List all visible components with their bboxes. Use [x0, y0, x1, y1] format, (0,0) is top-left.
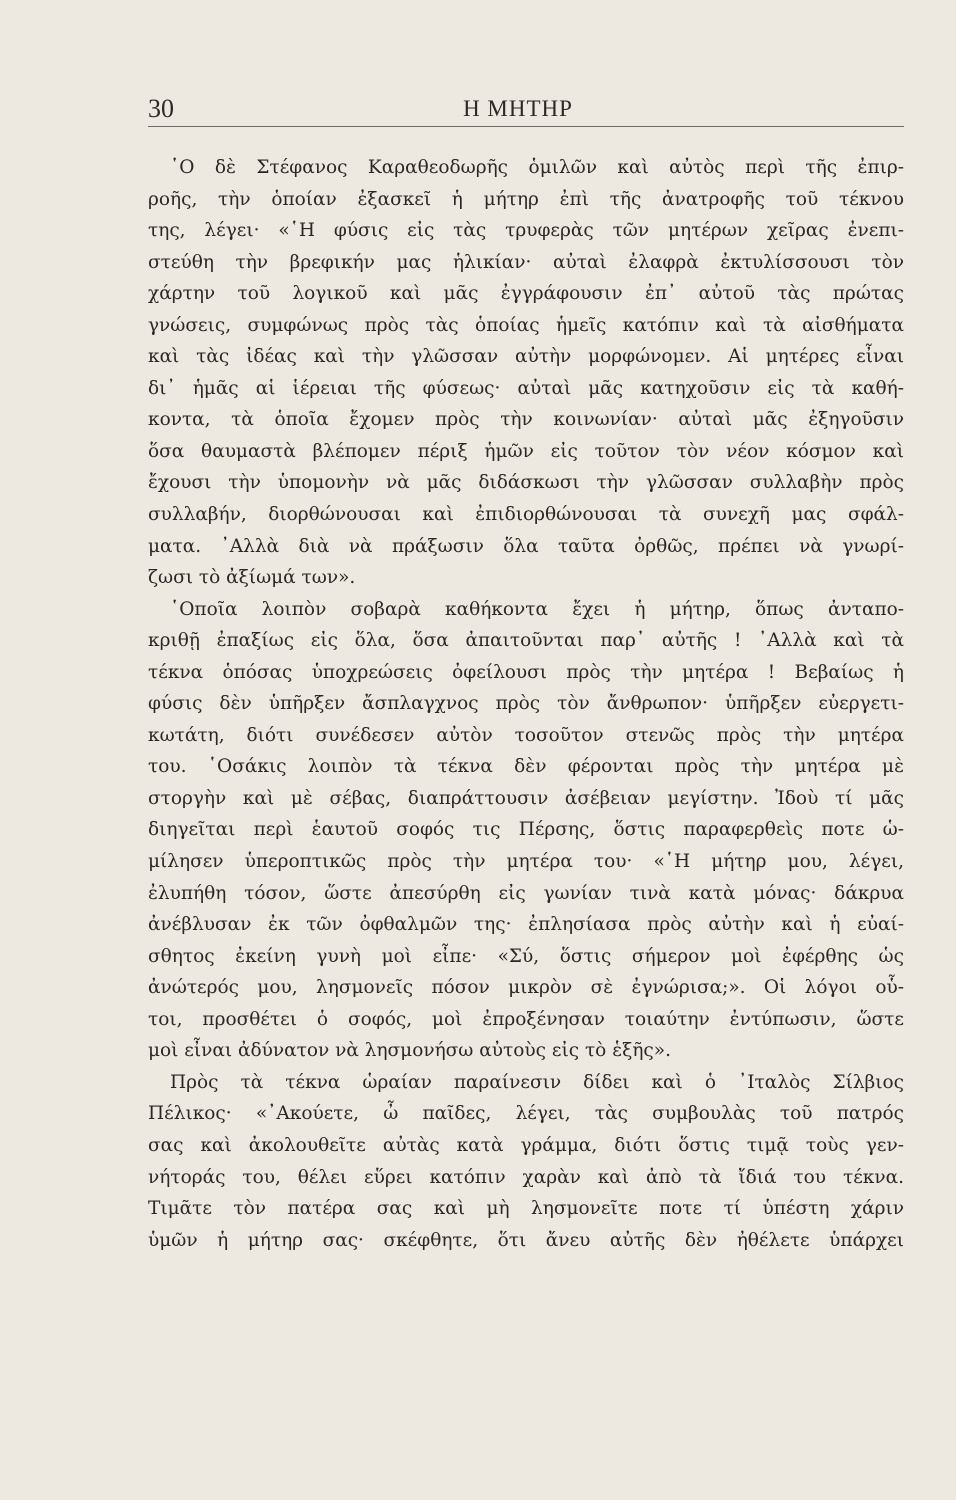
- text-line: σας καὶ ἀκολουθεῖτε αὐτὰς κατὰ γράμμα, διότι ὅστις τιμᾷ τοὺς γεν-: [148, 1134, 904, 1156]
- text-line: ἀνέβλυσαν ἐκ τῶν ὀφθαλμῶν της· ἐπλησίασα πρὸς αὐτὴν καὶ ἡ εὐαί-: [148, 914, 904, 936]
- text-line: διηγεῖται περὶ ἑαυτοῦ σοφός τις Πέρσης, ὅστις παραφερθεὶς ποτε ὡ-: [148, 819, 904, 841]
- page-header: [148, 94, 904, 127]
- text-line: ροῆς, τὴν ὁποίαν ἐξασκεῖ ἡ μήτηρ ἐπὶ τῆς ἀνατροφῆς τοῦ τέκνου: [148, 188, 904, 210]
- text-line: ὅσα θαυμαστὰ βλέπομεν πέριξ ἡμῶν εἰς τοῦτον τὸν νέον κόσμον καὶ: [148, 440, 904, 462]
- text-line: ἀνώτερός μου, λησμονεῖς πόσον μικρὸν σὲ ἐγνώρισα;». Οἱ λόγοι οὗ-: [148, 977, 904, 999]
- text-line: συλλαβήν, διορθώνουσαι καὶ ἐπιδιορθώνουσαι τὰ συνεχῆ μας σφάλ-: [148, 504, 904, 526]
- text-line: κωτάτη, διότι συνέδεσεν αὐτὸν τοσοῦτον στενῶς πρὸς τὴν μητέρα: [148, 724, 904, 746]
- text-line: ζωσι τὸ ἀξίωμά των».: [148, 567, 356, 589]
- text-line: Πρὸς τὰ τέκνα ὡραίαν παραίνεσιν δίδει καὶ ὁ ᾽Ιταλὸς Σίλβιος: [170, 1071, 904, 1093]
- text-line: ῾Ο δὲ Στέφανος Καραθεοδωρῆς ὁμιλῶν καὶ αὐτὸς περὶ τῆς ἐπιρ-: [170, 157, 904, 178]
- text-line: ἐλυπήθη τόσον, ὥστε ἀπεσύρθη εἰς γωνίαν τινὰ κατὰ μόνας· δάκρυα: [148, 882, 904, 904]
- text-line: ἔχουσι τὴν ὑπομονὴν νὰ μᾶς διδάσκωσι τὴν γλῶσσαν συλλαβὴν πρὸς: [148, 472, 904, 494]
- text-line: μοὶ εἶναι ἀδύνατον νὰ λησμονήσω αὐτοὺς εἰς τὸ ἑξῆς».: [148, 1040, 671, 1062]
- text-line: του. ῾Οσάκις λοιπὸν τὰ τέκνα δὲν φέρονται πρὸς τὴν μητέρα μὲ: [148, 756, 904, 778]
- text-line: τέκνα ὁπόσας ὑποχρεώσεις ὀφείλουσι πρὸς τὴν μητέρα ! Βεβαίως ἡ: [148, 661, 904, 683]
- text-line: νήτοράς του, θέλει εὕρει κατόπιν χαρὰν καὶ ἀπὸ τὰ ἴδιά του τέκνα.: [148, 1166, 904, 1188]
- text-line: Τιμᾶτε τὸν πατέρα σας καὶ μὴ λησμονεῖτε ποτε τί ὑπέστη χάριν: [148, 1198, 904, 1220]
- text-line: κοντα, τὰ ὁποῖα ἔχομεν πρὸς τὴν κοινωνίαν· αὐταὶ μᾶς ἐξηγοῦσιν: [148, 409, 904, 431]
- text-line: στοργὴν καὶ μὲ σέβας, διαπράττουσιν ἀσέβειαν μεγίστην. Ἰδοὺ τί μᾶς: [148, 787, 904, 809]
- text-line: ὑμῶν ἡ μήτηρ σας· σκέφθητε, ὅτι ἄνευ αὐτῆς δὲν ἠθέλετε ὑπάρχει: [148, 1229, 904, 1251]
- text-line: δι᾽ ἡμᾶς αἱ ἱέρειαι τῆς φύσεως· αὐταὶ μᾶς κατηχοῦσιν εἰς τὰ καθή-: [148, 377, 904, 399]
- text-line: κριθῇ ἐπαξίως εἰς ὅλα, ὅσα ἀπαιτοῦνται παρ᾽ αὐτῆς ! ᾽Αλλὰ καὶ τὰ: [148, 630, 904, 652]
- text-line: στεύθη τὴν βρεφικήν μας ἡλικίαν· αὐταὶ ἐλαφρὰ ἐκτυλίσσουσι τὸν: [148, 251, 904, 273]
- text-line: γνώσεις, συμφώνως πρὸς τὰς ὁποίας ἡμεῖς κατόπιν καὶ τὰ αἰσθήματα: [148, 314, 904, 336]
- text-line: ῾Οποῖα λοιπὸν σοβαρὰ καθήκοντα ἔχει ἡ μήτηρ, ὅπως ἀνταπο-: [170, 598, 904, 620]
- text-line: καὶ τὰς ἰδέας καὶ τὴν γλῶσσαν αὐτὴν μορφώνομεν. Αἱ μητέρες εἶναι: [148, 346, 904, 368]
- text-line: φύσις δὲν ὑπῆρξεν ἄσπλαγχνος πρὸς τὸν ἄνθρωπον· ὑπῆρξεν εὐεργετι-: [148, 693, 904, 715]
- body-text: [148, 152, 904, 1256]
- text-line: τοι, προσθέτει ὁ σοφός, μοὶ ἐπροξένησαν τοιαύτην ἐντύπωσιν, ὥστε: [148, 1008, 904, 1030]
- text-line: χάρτην τοῦ λογικοῦ καὶ μᾶς ἐγγράφουσιν ἐπ᾽ αὐτοῦ τὰς πρώτας: [148, 283, 904, 305]
- text-line: Πέλικος· «᾽Ακούετε, ὦ παῖδες, λέγει, τὰς συμβουλὰς τοῦ πατρός: [148, 1103, 904, 1125]
- text-line: σθητος ἐκείνη γυνὴ μοὶ εἶπε· «Σύ, ὅστις σήμερον μοὶ ἐφέρθης ὡς: [148, 945, 904, 967]
- text-line: μίλησεν ὑπεροπτικῶς πρὸς τὴν μητέρα του· «῾Η μήτηρ μου, λέγει,: [148, 851, 904, 873]
- running-title: Η ΜΗΤΗΡ: [463, 96, 573, 121]
- page-number: 30: [148, 94, 174, 123]
- text-line: της, λέγει· «῾Η φύσις εἰς τὰς τρυφερὰς τῶν μητέρων χεῖρας ἐνεπι-: [148, 220, 904, 242]
- text-line: ματα. ᾽Αλλὰ διὰ νὰ πράξωσιν ὅλα ταῦτα ὀρθῶς, πρέπει νὰ γνωρί-: [148, 535, 904, 557]
